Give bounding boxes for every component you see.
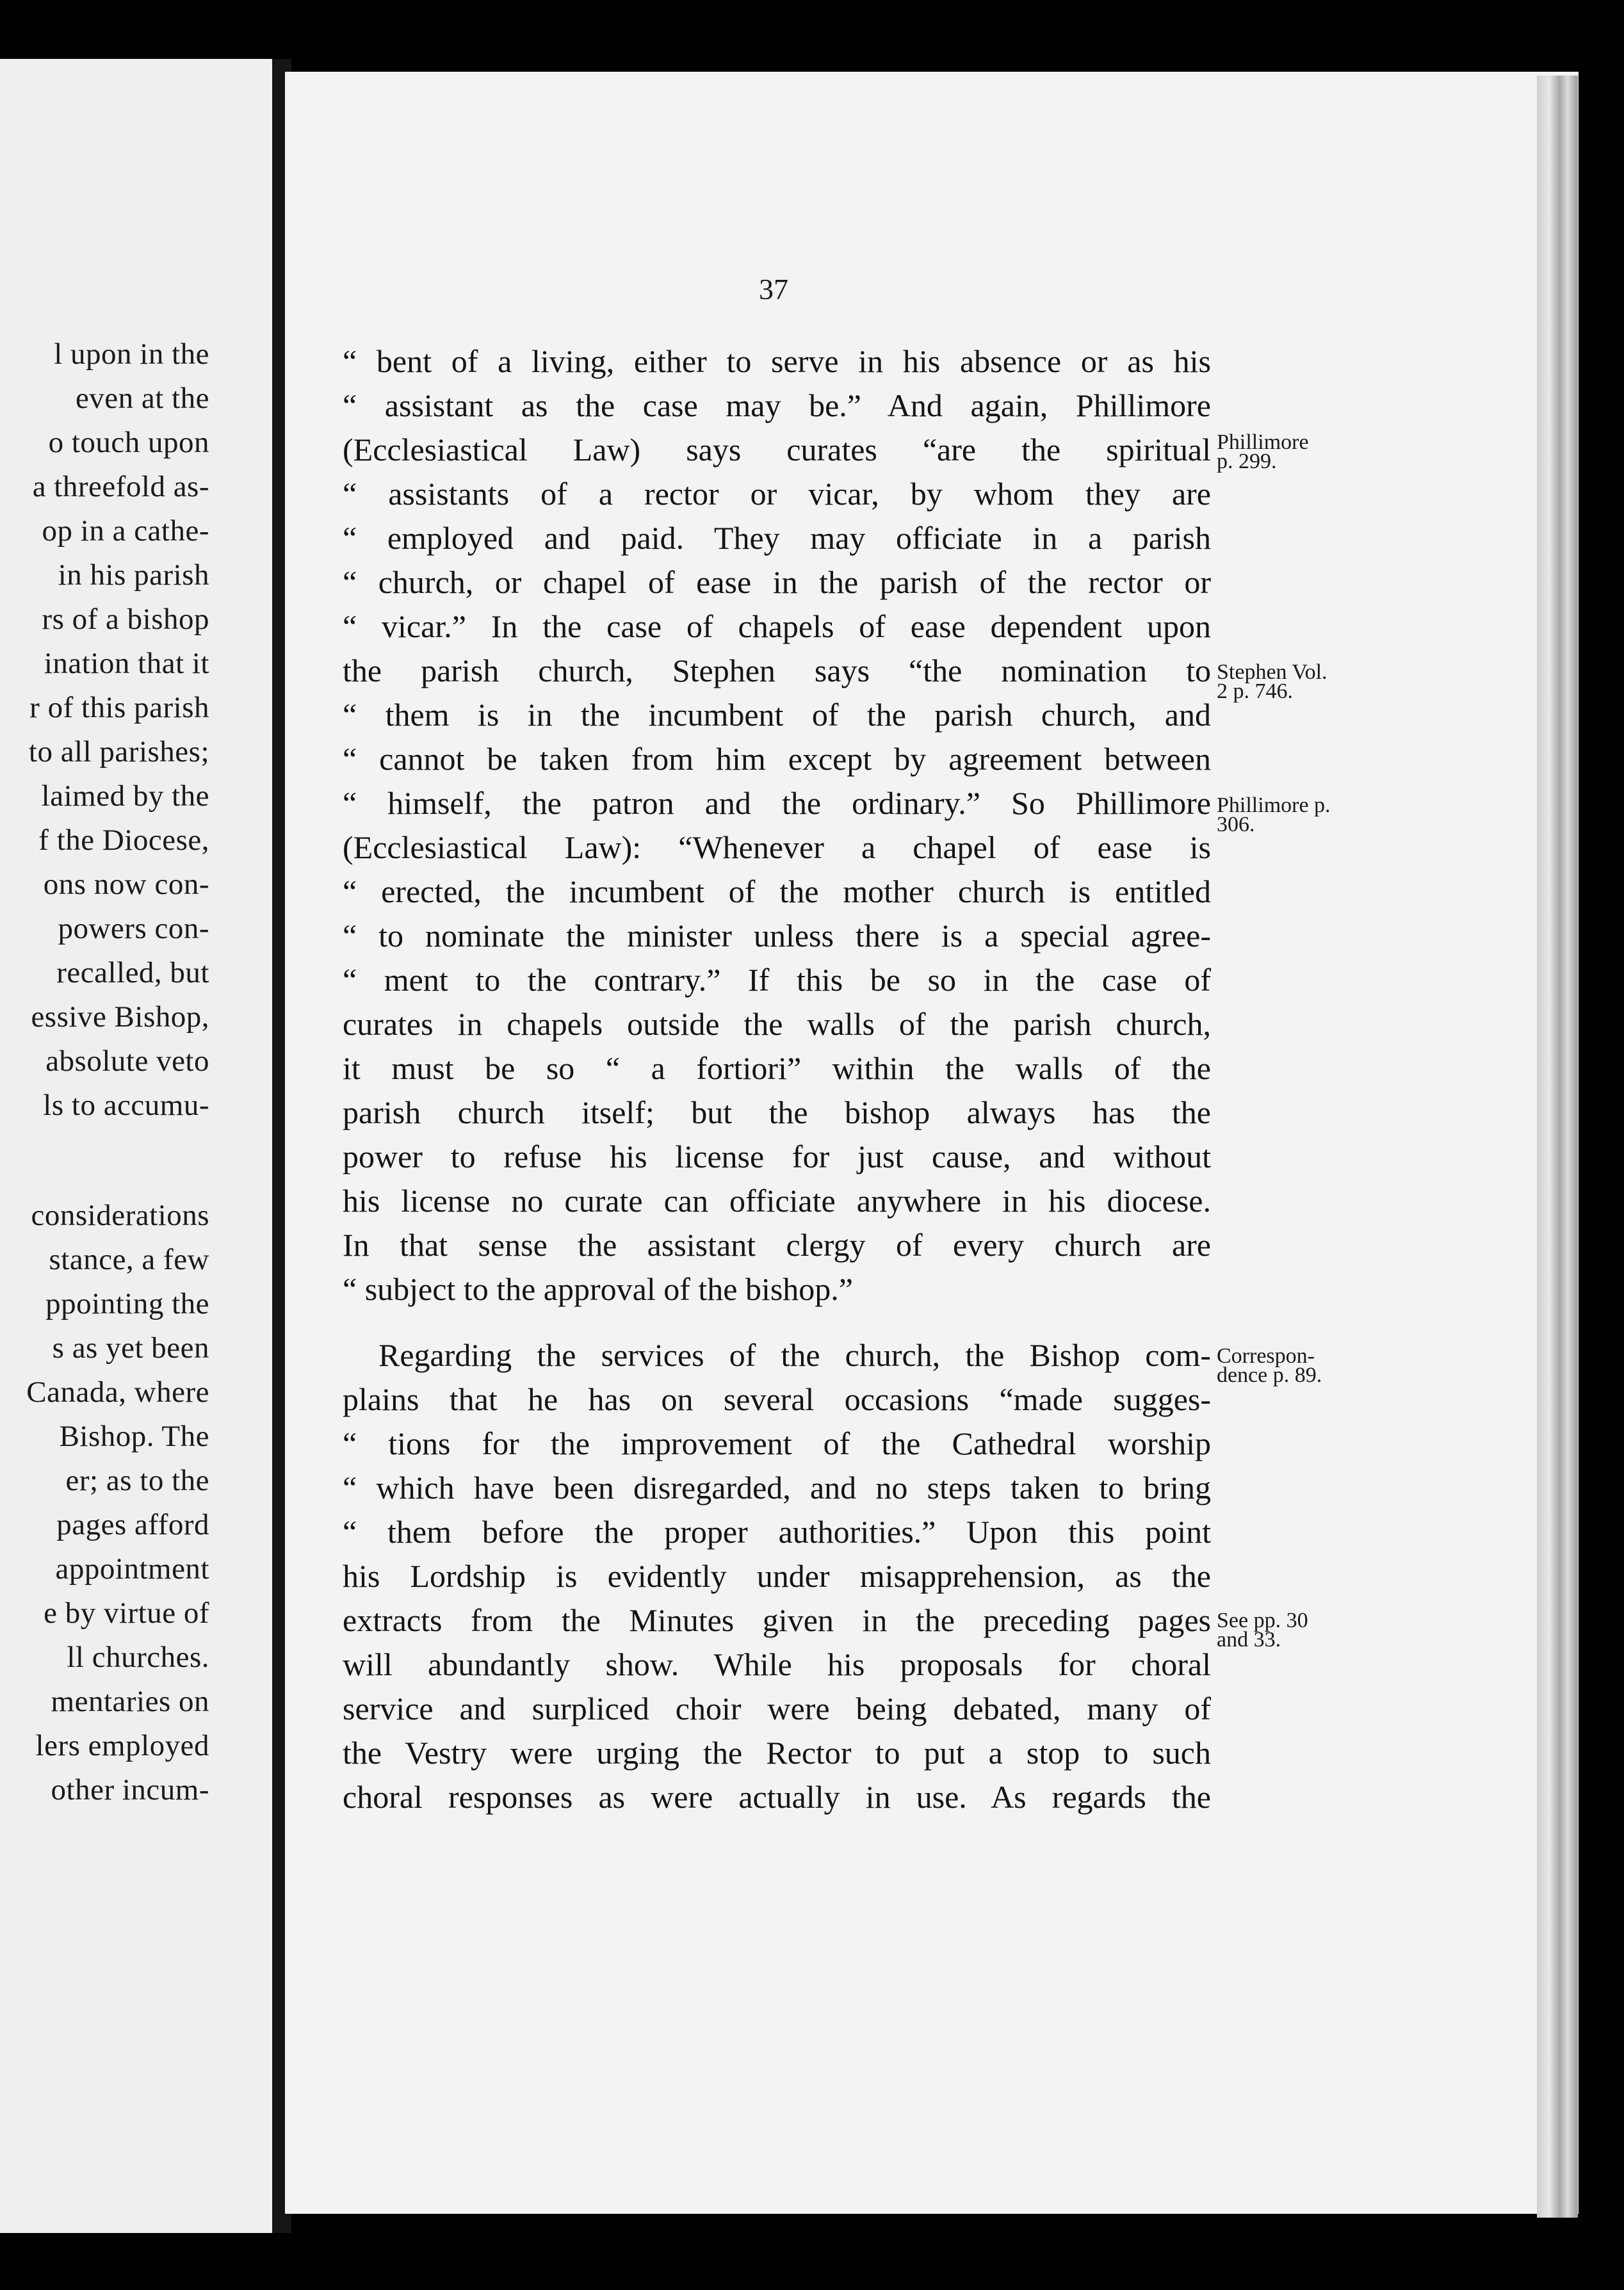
text-line: “ bent of a living, either to serve in his absence or as his [343,343,1211,379]
margin-note: Correspon- dence p. 89. [1217,1344,1322,1387]
facing-page-line: er; as to the [65,1464,209,1497]
text-line: parish church itself; but the bishop always has the [343,1094,1211,1130]
facing-page-line: in his parish [58,558,209,592]
facing-page-line: lers employed [35,1729,209,1762]
text-line: his license no curate can officiate anywhere in his diocese. [343,1183,1211,1219]
facing-page-line: other incum- [51,1773,209,1807]
text-line: extracts from the Minutes given in the preceding pages [343,1602,1211,1638]
margin-note: Stephen Vol. 2 p. 746. [1217,660,1328,703]
text-line: choral responses as were actually in use. As regards the [343,1779,1211,1815]
facing-page-line: considerations [31,1199,209,1232]
text-line: “ which have been disregarded, and no steps taken to bring [343,1470,1211,1506]
text-line: “ cannot be taken from him except by agreement between [343,741,1211,777]
margin-note: Phillimore p. 299. [1217,430,1309,473]
margin-note: Phillimore p. 306. [1217,793,1331,836]
facing-page-line: laimed by the [41,779,209,813]
text-line: “ employed and paid. They may officiate in a parish [343,520,1211,556]
text-line: “ church, or chapel of ease in the parish of the rector or [343,564,1211,600]
text-line: “ ment to the contrary.” If this be so in the case of [343,962,1211,998]
facing-page-line: ination that it [44,647,209,680]
facing-page-line: essive Bishop, [31,1000,209,1034]
facing-page-line: f the Diocese, [38,824,209,857]
facing-page-line: appointment [55,1552,209,1586]
facing-page-line: l upon in the [54,337,209,371]
text-line: “ assistant as the case may be.” And again, Phillimore [343,387,1211,423]
facing-page-line: absolute veto [45,1044,209,1078]
facing-page-line: Canada, where [26,1376,209,1409]
text-line: “ vicar.” In the case of chapels of ease dependent upon [343,608,1211,644]
facing-page [0,59,272,2233]
text-line: “ to nominate the minister unless there is a special agree- [343,918,1211,954]
text-line: “ them is in the incumbent of the parish church, and [343,697,1211,733]
facing-page-line: ppointing the [45,1287,209,1320]
facing-page-line: recalled, but [56,956,209,989]
text-line: “ erected, the incumbent of the mother church is entitled [343,873,1211,909]
text-line: “ subject to the approval of the bishop.” [343,1271,853,1307]
margin-note: See pp. 30 and 33. [1217,1609,1308,1652]
text-line: will abundantly show. While his proposals for choral [343,1646,1211,1682]
facing-page-line: ons now con- [43,868,209,901]
text-line: plains that he has on several occasions “made sugges- [343,1381,1211,1417]
facing-page-line: o touch upon [48,426,209,459]
facing-page-line: powers con- [58,912,209,945]
text-line: “ assistants of a rector or vicar, by whom they are [343,476,1211,512]
text-line: power to refuse his license for just cause, and without [343,1139,1211,1174]
facing-page-line: op in a cathe- [42,514,209,548]
facing-page-line: ll churches. [67,1641,209,1674]
text-line: In that sense the assistant clergy of every church are [343,1227,1211,1263]
text-line: service and surpliced choir were being debated, many of [343,1691,1211,1726]
facing-page-line: rs of a bishop [42,603,209,636]
text-line: Regarding the services of the church, the Bishop com- [378,1337,1211,1373]
text-line: curates in chapels outside the walls of the parish church, [343,1006,1211,1042]
facing-page-line: to all parishes; [28,735,209,768]
page-number: 37 [759,273,788,305]
text-line: the Vestry were urging the Rector to put a stop to such [343,1735,1211,1771]
facing-page-line: Bishop. The [59,1420,209,1453]
facing-page-line: ls to accumu- [43,1089,209,1122]
facing-page-line: r of this parish [29,691,209,724]
text-line: “ tions for the improvement of the Cathedral worship [343,1425,1211,1461]
text-line: (Ecclesiastical Law) says curates “are the spiritual [343,432,1211,467]
facing-page-line: even at the [75,382,209,415]
facing-page-line: s as yet been [52,1331,209,1365]
text-line: it must be so “ a fortiori” within the walls of the [343,1050,1211,1086]
facing-page-line: a threefold as- [32,470,209,503]
facing-page-line: stance, a few [49,1243,209,1276]
text-line: “ himself, the patron and the ordinary.” So Phillimore [343,785,1211,821]
facing-page-line: e by virtue of [44,1596,209,1630]
facing-page-line: mentaries on [51,1685,209,1718]
text-line: his Lordship is evidently under misapprehension, as the [343,1558,1211,1594]
text-line: (Ecclesiastical Law): “Whenever a chapel of ease is [343,829,1211,865]
facing-page-line: pages afford [56,1508,209,1541]
text-line: “ them before the proper authorities.” Upon this point [343,1514,1211,1550]
text-line: the parish church, Stephen says “the nomination to [343,653,1211,688]
page-edge [1537,76,1578,2218]
